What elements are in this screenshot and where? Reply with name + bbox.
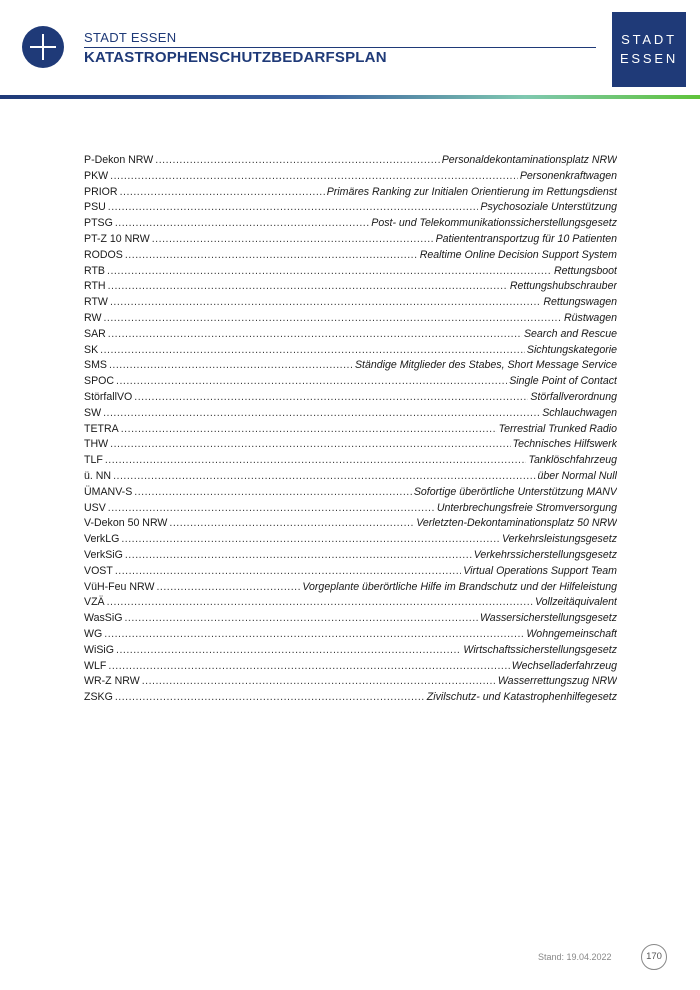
- glossary-entry: [84, 690, 617, 706]
- glossary-abbreviation: PKW: [84, 169, 109, 182]
- glossary-abbreviation: PT-Z 10 NRW: [84, 232, 150, 245]
- glossary-entry: [84, 485, 617, 501]
- date-stamp: Stand: 19.04.2022: [538, 952, 612, 962]
- glossary-entry: [84, 469, 617, 485]
- glossary-entry: [84, 422, 617, 438]
- glossary-entry: [84, 390, 617, 406]
- dot-leader: [108, 327, 522, 343]
- glossary-entry: [84, 627, 617, 643]
- glossary-explanation: Tanklöschfahrzeug: [528, 454, 617, 467]
- glossary-entry: [84, 374, 617, 390]
- glossary-entry: [84, 564, 617, 580]
- dot-leader: [103, 311, 562, 327]
- glossary-abbreviation: WasSiG: [84, 612, 123, 625]
- glossary-list: [84, 153, 617, 706]
- glossary-explanation: Wasserrettungszug NRW: [497, 675, 617, 688]
- glossary-explanation: Rüstwagen: [564, 311, 617, 324]
- glossary-explanation: Single Point of Contact: [509, 375, 617, 388]
- dot-leader: [120, 185, 325, 201]
- glossary-entry: [84, 437, 617, 453]
- dot-leader: [155, 153, 439, 169]
- glossary-abbreviation: WiSiG: [84, 643, 115, 656]
- glossary-abbreviation: WLF: [84, 659, 107, 672]
- glossary-explanation: Realtime Online Decision Support System: [419, 248, 617, 261]
- glossary-entry: [84, 279, 617, 295]
- dot-leader: [115, 216, 369, 232]
- glossary-entry: [84, 295, 617, 311]
- dot-leader: [156, 580, 300, 596]
- dot-leader: [115, 690, 425, 706]
- glossary-explanation: Vollzeitäquivalent: [534, 596, 617, 609]
- glossary-abbreviation: SMS: [84, 359, 107, 372]
- glossary-abbreviation: PTSG: [84, 217, 113, 230]
- dot-leader: [108, 279, 508, 295]
- glossary-abbreviation: TLF: [84, 454, 103, 467]
- glossary-abbreviation: VOST: [84, 564, 113, 577]
- header-gradient-band: [0, 95, 700, 99]
- brand-line-1: STADT: [621, 32, 677, 47]
- glossary-abbreviation: StörfallVO: [84, 390, 133, 403]
- glossary-entry: [84, 358, 617, 374]
- dot-leader: [115, 564, 461, 580]
- glossary-entry: [84, 343, 617, 359]
- glossary-entry: [84, 232, 617, 248]
- dot-leader: [105, 453, 527, 469]
- dot-leader: [116, 643, 461, 659]
- glossary-explanation: Schlauchwagen: [542, 406, 617, 419]
- glossary-explanation: Verletzten-Dekontaminationsplatz 50 NRW: [416, 517, 617, 530]
- glossary-explanation: Rettungshubschrauber: [509, 280, 617, 293]
- glossary-explanation: Störfallverordnung: [530, 390, 617, 403]
- glossary-abbreviation: ÜMANV-S: [84, 485, 133, 498]
- glossary-abbreviation: VZÄ: [84, 596, 105, 609]
- dot-leader: [100, 343, 525, 359]
- glossary-abbreviation: VerkSiG: [84, 548, 123, 561]
- glossary-explanation: Vorgeplante überörtliche Hilfe im Brandschutz und der Hilfeleistung: [302, 580, 617, 593]
- glossary-abbreviation: RW: [84, 311, 102, 324]
- glossary-abbreviation: PRIOR: [84, 185, 118, 198]
- page-title: KATASTROPHENSCHUTZBEDARFSPLAN: [84, 49, 387, 66]
- glossary-explanation: Zivilschutz- und Katastrophenhilfegesetz: [426, 691, 617, 704]
- dot-leader: [124, 611, 478, 627]
- glossary-abbreviation: PSU: [84, 201, 106, 214]
- glossary-entry: [84, 406, 617, 422]
- glossary-explanation: Wohngemeinschaft: [526, 627, 617, 640]
- glossary-explanation: Technisches Hilfswerk: [512, 438, 617, 451]
- glossary-entry: [84, 185, 617, 201]
- glossary-entry: [84, 327, 617, 343]
- plus-icon: [22, 26, 64, 68]
- glossary-explanation: Ständige Mitglieder des Stabes, Short Message Service: [354, 359, 617, 372]
- glossary-abbreviation: USV: [84, 501, 106, 514]
- dot-leader: [110, 295, 541, 311]
- glossary-explanation: Terrestrial Trunked Radio: [498, 422, 617, 435]
- glossary-entry: [84, 580, 617, 596]
- glossary-abbreviation: THW: [84, 438, 109, 451]
- header-divider: [84, 47, 596, 48]
- glossary-entry: [84, 153, 617, 169]
- page-number: 170: [641, 944, 667, 970]
- dot-leader: [108, 501, 435, 517]
- glossary-entry: [84, 169, 617, 185]
- glossary-abbreviation: TETRA: [84, 422, 119, 435]
- glossary-abbreviation: RODOS: [84, 248, 123, 261]
- glossary-explanation: Rettungswagen: [543, 296, 617, 309]
- glossary-entry: [84, 611, 617, 627]
- glossary-explanation: Unterbrechungsfreie Stromversorgung: [436, 501, 617, 514]
- dot-leader: [110, 169, 518, 185]
- glossary-explanation: Wirtschaftssicherstellungsgesetz: [463, 643, 617, 656]
- glossary-explanation: Sichtungskategorie: [526, 343, 617, 356]
- glossary-explanation: Search and Rescue: [523, 327, 617, 340]
- glossary-abbreviation: V-Dekon 50 NRW: [84, 517, 168, 530]
- glossary-explanation: Verkehrssicherstellungsgesetz: [473, 548, 617, 561]
- dot-leader: [169, 516, 414, 532]
- dot-leader: [104, 627, 524, 643]
- glossary-entry: [84, 453, 617, 469]
- glossary-entry: [84, 643, 617, 659]
- glossary-abbreviation: ü. NN: [84, 469, 112, 482]
- glossary-entry: [84, 311, 617, 327]
- glossary-explanation: Primäres Ranking zur Initialen Orientierung im Rettungsdienst: [326, 185, 617, 198]
- glossary-entry: [84, 216, 617, 232]
- brand-logo: [612, 12, 686, 87]
- glossary-abbreviation: ZSKG: [84, 691, 113, 704]
- glossary-entry: [84, 200, 617, 216]
- glossary-entry: [84, 264, 617, 280]
- glossary-abbreviation: SAR: [84, 327, 106, 340]
- glossary-abbreviation: RTB: [84, 264, 105, 277]
- dot-leader: [107, 595, 533, 611]
- glossary-entry: [84, 595, 617, 611]
- glossary-entry: [84, 248, 617, 264]
- glossary-entry: [84, 674, 617, 690]
- dot-leader: [134, 485, 412, 501]
- glossary-abbreviation: VerkLG: [84, 533, 120, 546]
- dot-leader: [125, 248, 418, 264]
- glossary-abbreviation: RTH: [84, 280, 106, 293]
- glossary-explanation: Wechselladerfahrzeug: [511, 659, 617, 672]
- dot-leader: [142, 674, 496, 690]
- dot-leader: [121, 532, 500, 548]
- glossary-entry: [84, 516, 617, 532]
- glossary-explanation: Virtual Operations Support Team: [463, 564, 617, 577]
- dot-leader: [103, 406, 540, 422]
- glossary-explanation: Sofortige überörtliche Unterstützung MANV: [413, 485, 617, 498]
- dot-leader: [116, 374, 507, 390]
- dot-leader: [107, 264, 552, 280]
- glossary-explanation: Personaldekontaminationsplatz NRW: [441, 154, 617, 166]
- dot-leader: [125, 548, 472, 564]
- dot-leader: [108, 659, 509, 675]
- glossary-abbreviation: RTW: [84, 296, 108, 309]
- dot-leader: [110, 437, 510, 453]
- glossary-explanation: Post- und Telekommunikationssicherstellungsgesetz: [371, 217, 617, 230]
- glossary-explanation: Personenkraftwagen: [519, 169, 617, 182]
- header-city: STADT ESSEN: [84, 30, 177, 45]
- glossary-entry: [84, 532, 617, 548]
- glossary-explanation: über Normal Null: [537, 469, 617, 482]
- dot-leader: [113, 469, 535, 485]
- glossary-abbreviation: VüH-Feu NRW: [84, 580, 155, 593]
- dot-leader: [152, 232, 434, 248]
- glossary-abbreviation: SW: [84, 406, 102, 419]
- glossary-entry: [84, 501, 617, 517]
- glossary-explanation: Rettungsboot: [553, 264, 617, 277]
- glossary-abbreviation: P-Dekon NRW: [84, 154, 154, 166]
- brand-line-2: ESSEN: [619, 51, 679, 66]
- glossary-abbreviation: WR-Z NRW: [84, 675, 140, 688]
- dot-leader: [134, 390, 528, 406]
- dot-leader: [108, 200, 479, 216]
- glossary-abbreviation: WG: [84, 627, 103, 640]
- glossary-explanation: Verkehrsleistungsgesetz: [501, 533, 617, 546]
- glossary-explanation: Psychosoziale Unterstützung: [480, 201, 617, 214]
- glossary-entry: [84, 548, 617, 564]
- glossary-explanation: Patiententransportzug für 10 Patienten: [435, 232, 617, 245]
- glossary-abbreviation: SPOC: [84, 375, 115, 388]
- glossary-entry: [84, 659, 617, 675]
- glossary-abbreviation: SK: [84, 343, 99, 356]
- dot-leader: [109, 358, 353, 374]
- dot-leader: [121, 422, 497, 438]
- glossary-explanation: Wassersicherstellungsgesetz: [480, 612, 617, 625]
